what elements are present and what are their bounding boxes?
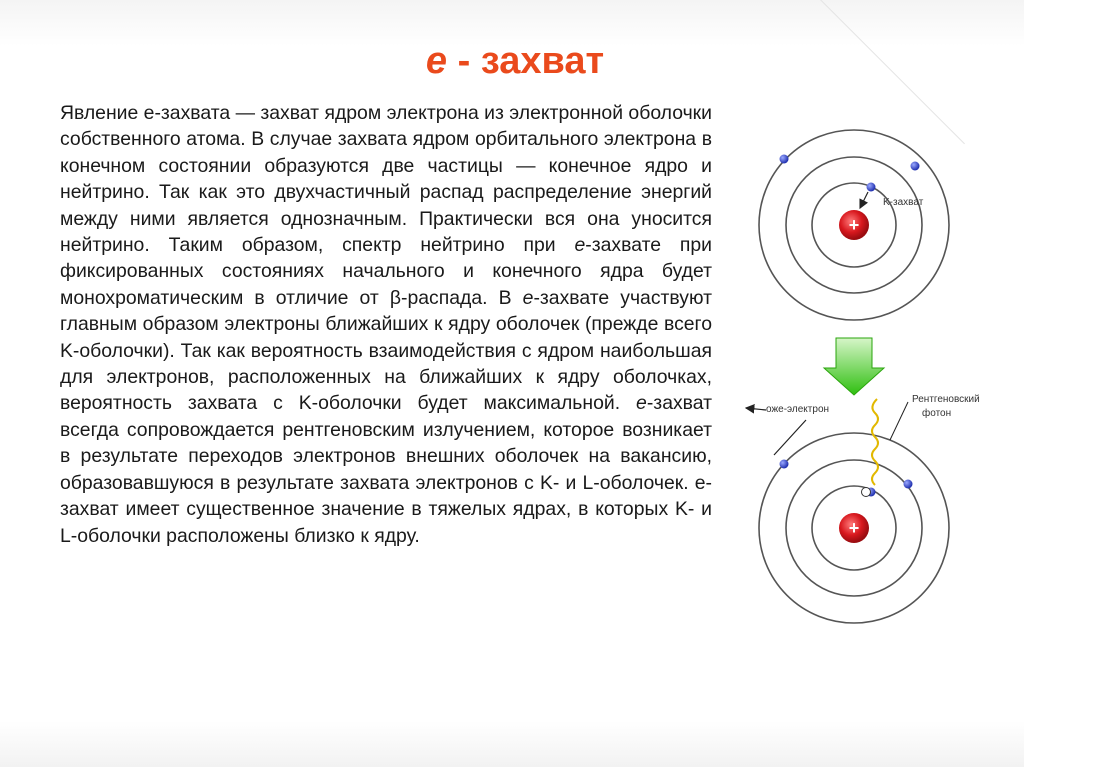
auger-electron-arrow — [746, 408, 766, 410]
body-paragraph — [60, 100, 712, 549]
nucleus-plus-sign: + — [848, 215, 860, 235]
vacancy — [862, 488, 871, 497]
transition-arrow — [824, 338, 884, 395]
title-rest: - захват — [447, 40, 605, 82]
electron — [780, 155, 789, 164]
body-italic-e-2: е — [522, 286, 534, 309]
title-italic-e: е — [425, 40, 448, 82]
xray-label-line2: фотон — [922, 408, 952, 419]
k-capture-label: K-захват — [883, 197, 924, 208]
nucleus-plus-sign: + — [848, 518, 860, 538]
atom-after — [746, 394, 980, 623]
body-text-part-3: -захвате участвуют главным образом электроны ближайших к ядру оболочек (прежде всего K-оболочки). Так как вероятность взаимодействия с ядром наибольшая для электронов, расположенных на ближайших к ядру оболочках, вероятность захвата с K-оболочки будет максимальной. — [60, 286, 712, 415]
atom-before — [759, 130, 949, 320]
body-italic-e-1: е — [574, 234, 586, 257]
body-text-part-1: Явление е-захвата — захват ядром электрона из электронной оболочки собственного атома. В случае захвата ядром орбитального электрона в конечном состоянии образуются две частицы — конечное ядро и нейтрино. Так как это двухчастичный распад распределение энергий между ними является однозначным. Практически вся она уносится нейтрино. Таким образом, спектр нейтрино при — [60, 102, 712, 257]
xray-label-pointer — [890, 402, 908, 440]
electron — [911, 162, 920, 171]
capture-arrow — [860, 192, 868, 208]
body-text-part-4: -захват всегда сопровождается рентгеновским излучением, которое возникает в результате переходов электронов внешних оболочек на вакансию, образовавшуюся в результате захвата электронов с K- и L-оболочек. е-захват имеет существенное значение в тяжелых ядрах, в которых K- и L-оболочки расположены близко к ядру. — [60, 392, 712, 547]
electron — [780, 460, 789, 469]
xray-photon-wave — [872, 399, 878, 485]
electron — [904, 480, 913, 489]
xray-label-line1: Рентгеновский — [912, 394, 980, 405]
auger-electron-label: оже-электрон — [766, 404, 830, 415]
e-capture-diagram — [738, 120, 980, 720]
electron-captured — [867, 183, 876, 192]
slide-title — [300, 40, 730, 83]
body-text-part-2: -захвате при фиксированных состояниях начального и конечного ядра будет монохроматическим в отличие от β-распада. В — [60, 234, 712, 309]
body-italic-e-3: е — [636, 392, 647, 415]
